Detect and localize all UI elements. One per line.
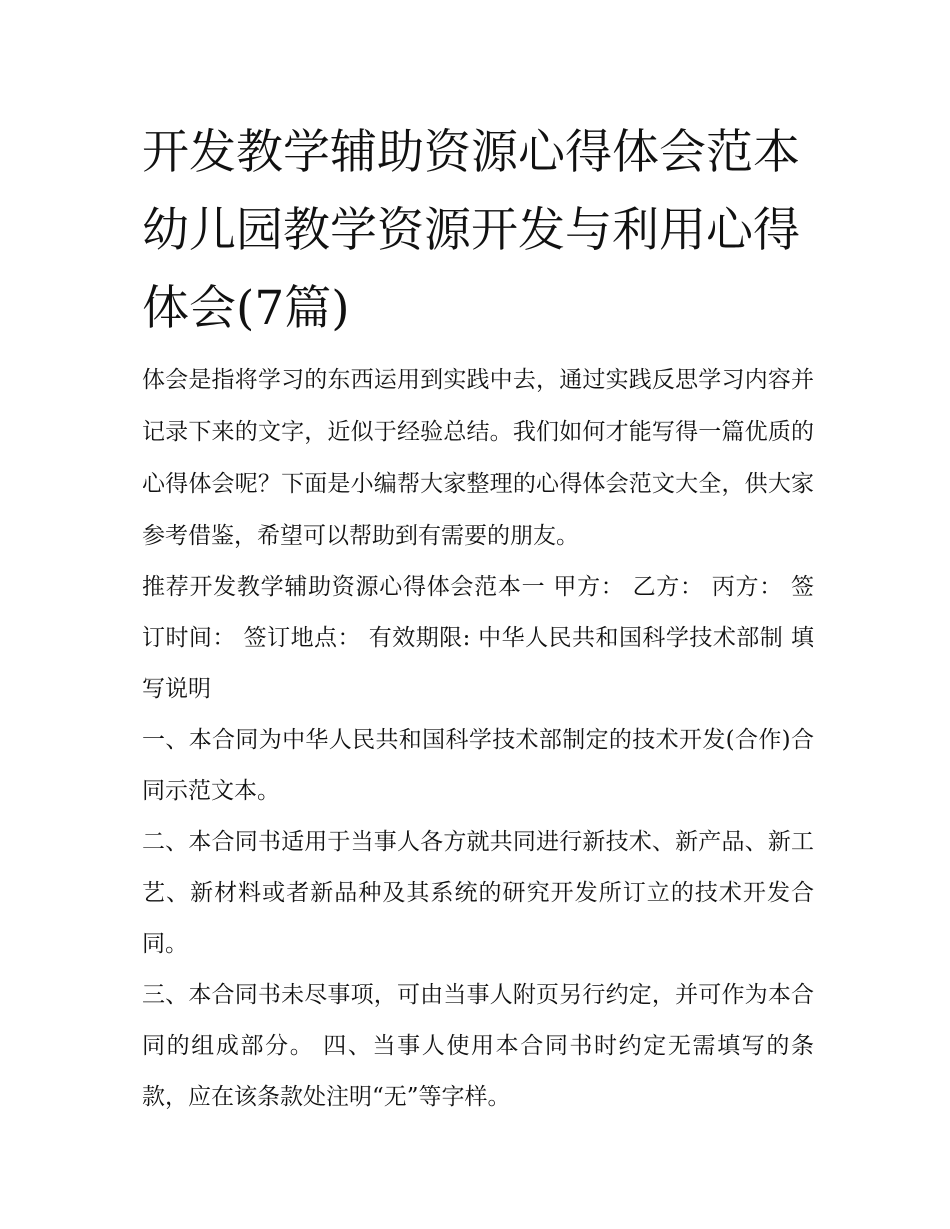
intro-paragraph: 体会是指将学习的东西运用到实践中去，通过实践反思学习内容并记录下来的文字，近似于经验总结。我们如何才能写得一篇优质的心得体会呢？下面是小编帮大家整理的心得体会范文大全，供大家参考借鉴，希望可以帮助到有需要的朋友。 (142, 367, 814, 549)
document-body (142, 114, 814, 1123)
instruction-item-1: 一、本合同为中华人民共和国科学技术部制定的技术开发(合作)合同示范文本。 (142, 727, 814, 804)
contract-header-paragraph: 推荐开发教学辅助资源心得体会范本一 甲方： 乙方： 丙方： 签订时间： 签订地点： 有效期限: 中华人民共和国科学技术部制 填写说明 (142, 574, 814, 702)
instruction-item-3: 三、本合同书未尽事项，可由当事人附页另行约定，并可作为本合同的组成部分。 四、当事人使用本合同书时约定无需填写的条款，应在该条款处注明“无”等字样。 (142, 982, 814, 1110)
instruction-item-2: 二、本合同书适用于当事人各方就共同进行新技术、新产品、新工艺、新材料或者新品种及其系统的研究开发所订立的技术开发合同。 (142, 829, 814, 957)
document-title: 开发教学辅助资源心得体会范本 幼儿园教学资源开发与利用心得体会(7篇) (142, 125, 800, 336)
